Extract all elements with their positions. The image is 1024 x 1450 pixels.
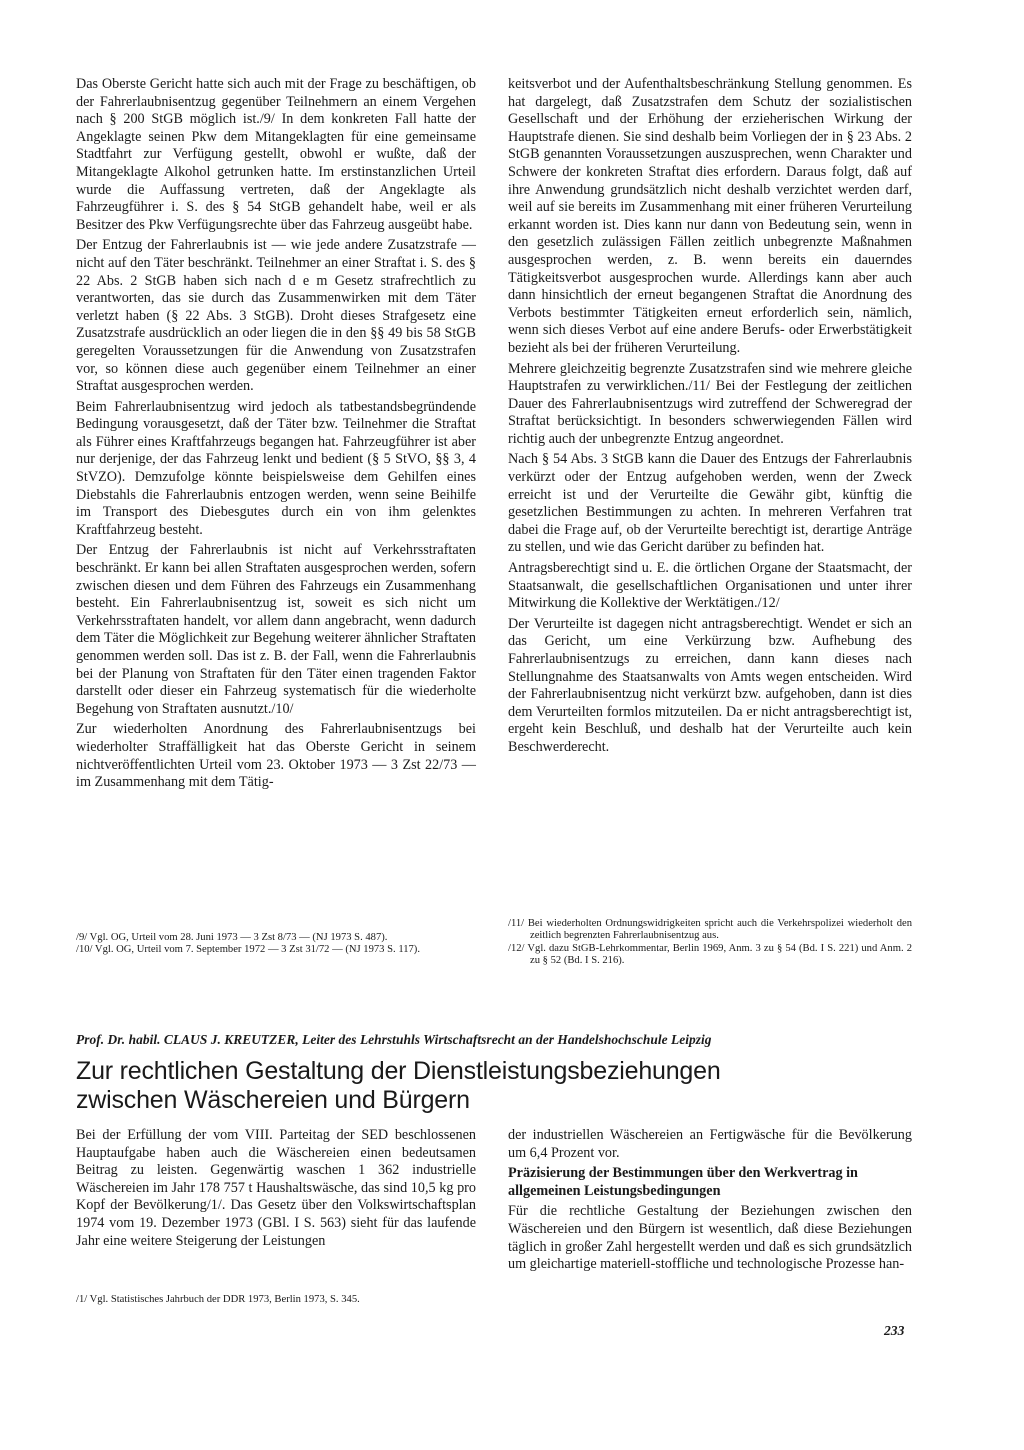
paragraph: Antragsberechtigt sind u. E. die örtlichen Organe der Staatsmacht, der Staatsanwalt, die gesellschaftlichen Organisationen und unter ihrer Mitwirkung die Kollektive der Werktätigen./12/: [508, 560, 912, 612]
footnote: /12/ Vgl. dazu StGB-Lehrkommentar, Berlin 1969, Anm. 3 zu § 54 (Bd. I S. 221) und Anm. 2 zu § 52 (Bd. I S. 216).: [508, 942, 912, 967]
footnotes-top-left: [76, 932, 476, 957]
paragraph: Nach § 54 Abs. 3 StGB kann die Dauer des Entzugs der Fahrerlaubnis verkürzt oder der Entzug aufgehoben werden, wenn der Zweck erreicht ist und der Verurteilte die Gewähr gibt, künftig die gesetzlichen Bestimmungen zu achten. In mehreren Verfahren trat dabei die Frage auf, ob der Verurteilte berechtigt ist, derartige Anträge zu stellen, und wie das Gericht darüber zu befinden hat.: [508, 451, 912, 556]
section-subheading: Präzisierung der Bestimmungen über den Werkvertrag in allgemeinen Leistungsbedingungen: [508, 1165, 858, 1199]
paragraph: Bei der Erfüllung der vom VIII. Parteitag der SED beschlossenen Hauptaufgabe haben auch die Wäschereien einen bedeutsamen Beitrag zu leisten. Gegenwärtig waschen 1 362 industrielle Wäschereien im Jahr 178 757 t Haushaltswäsche, das sind 10,5 kg pro Kopf der Bevölkerung/1/. Das Gesetz über den Volkswirtschaftsplan 1974 vom 19. Dezember 1973 (GBl. I S. 563) sieht für das laufende Jahr eine weitere Steigerung der Leistungen: [76, 1127, 476, 1249]
page-number: 233: [884, 1323, 905, 1338]
footnote: /9/ Vgl. OG, Urteil vom 28. Juni 1973 — 3 Zst 8/73 — (NJ 1973 S. 487).: [76, 932, 388, 943]
paragraph: Der Entzug der Fahrerlaubnis ist nicht auf Verkehrsstraftaten beschränkt. Er kann bei allen Straftaten ausgesprochen werden, sofern zwischen diesen und dem Führen des Fahrzeugs ein Zusammenhang besteht. Ein Fahrerlaubnisentzug ist, soweit es sich nicht um Verkehrsstraftaten handelt, vor allem dann angebracht, wenn dadurch dem Täter die Möglichkeit zur Begehung weiterer ähnlicher Straftaten genommen werden soll. Das ist z. B. der Fall, wenn die Fahrerlaubnis bei der Planung von Straftaten für den Täter einen tragenden Faktor darstellt oder dieser ein Fahrzeug systematisch für die wiederholte Begehung von Straftaten ausnutzt./10/: [76, 542, 476, 717]
column-top-right: [508, 76, 912, 760]
paragraph: keitsverbot und der Aufenthaltsbeschränkung Stellung genommen. Es hat dargelegt, daß Zusatzstrafen dem Schutz der sozialistischen Gesellschaft und der Erhöhung der erzieherischen Wirkung der Hauptstrafe dienen. Sie sind deshalb beim Vorliegen der in § 23 Abs. 2 StGB genannten Voraussetzungen auszusprechen, wenn Charakter und Schwere der konkreten Straftat dies erfordern. Daraus folgt, daß auf ihre Anwendung grundsätzlich nicht deshalb verzichtet werden darf, weil auf sie bereits im Zusammenhang mit einer früheren Verurteilung erkannt worden ist. Dies kann nur dann von Bedeutung sein, wenn in den gesetzlich zulässigen Fällen zeitlich unbegrenzte Maßnahmen ausgesprochen werden, z. B. wenn bereits ein dauerndes Tätigkeitsverbot ausgesprochen wurde. Allerdings kann aber auch dann hinsichtlich der erneut begangenen Straftat die Anordnung des Verbots bestimmter Tätigkeiten erneut erforderlich sein, nämlich, wenn sich dieses Verbot auf eine andere Berufs- oder Erwerbstätigkeit bezieht als bei der früheren Verurteilung.: [508, 76, 912, 356]
paragraph: der industriellen Wäschereien an Fertigwäsche für die Bevölkerung um 6,4 Prozent vor.: [508, 1127, 912, 1161]
column-top-left: [76, 76, 476, 795]
paragraph: Zur wiederholten Anordnung des Fahrerlaubnisentzugs bei wiederholter Straffälligkeit hat das Oberste Gericht in seinem nichtveröffentlichten Urteil vom 23. Oktober 1973 — 3 Zst 22/73 — im Zusammenhang mit dem Tätig-: [76, 721, 476, 791]
paragraph: Der Verurteilte ist dagegen nicht antragsberechtigt. Wendet er sich an das Gericht, um eine Verkürzung bzw. Aufhebung des Fahrerlaubnisentzugs zu erreichen, dann kann dieses nach Stellungnahme des Staatsanwalts von Amts wegen entscheiden. Wird der Fahrerlaubnisentzug nicht verkürzt bzw. aufgehoben, dann ist dies dem Verurteilten formlos mitzuteilen. Da er nicht antragsberechtigt ist, ergeht kein Beschluß, und deshalb hat der Verurteilte auch kein Beschwerderecht.: [508, 615, 912, 755]
article-author-line: Prof. Dr. habil. CLAUS J. KREUTZER, Leiter des Lehrstuhls Wirtschaftsrecht an der Handelshochschule Leipzig: [76, 1032, 712, 1047]
footnote: /10/ Vgl. OG, Urteil vom 7. September 1972 — 3 Zst 31/72 — (NJ 1973 S. 117).: [76, 944, 420, 956]
article-title-line-1: Zur rechtlichen Gestaltung der Dienstleistungsbeziehungen: [76, 1057, 721, 1085]
paragraph: Beim Fahrerlaubnisentzug wird jedoch als tatbestandsbegründende Bedingung vorausgesetzt, daß der Täter bzw. Teilnehmer die Straftat als Führer eines Kraftfahrzeugs begangen hat. Fahrzeugführer ist aber nur derjenige, der das Fahrzeug lenkt und bedient (§ 5 StVO, §§ 3, 4 StVZO). Demzufolge könnte beispielsweise dem Gehilfen eines Diebstahls die Fahrerlaubnis entzogen werden, wenn seine Beihilfe im Transport des Diebesgutes durch ein von ihm gelenktes Kraftfahrzeug besteht.: [76, 398, 476, 538]
footnotes-bottom-left: [76, 1294, 476, 1306]
footnotes-top-right: [508, 918, 912, 968]
article-title: [76, 1057, 912, 1115]
column-bottom-right: [508, 1127, 912, 1277]
column-bottom-left: [76, 1127, 476, 1253]
paragraph: Mehrere gleichzeitig begrenzte Zusatzstrafen sind wie mehrere gleiche Hauptstrafen zu verwirklichen./11/ Bei der Festlegung der zeitlichen Dauer des Fahrerlaubnisentzugs wird zutreffend der Schweregrad der Straftat berücksichtigt. In besonders schwerwiegenden Fällen wird richtig auch der unbegrenzte Entzug angeordnet.: [508, 360, 912, 447]
paragraph: Der Entzug der Fahrerlaubnis ist — wie jede andere Zusatzstrafe — nicht auf den Täter beschränkt. Teilnehmer an einer Straftat i. S. des § 22 Abs. 2 StGB haben sich nach d e m Gesetz strafrechtlich zu verantworten, das sie durch das Zusammenwirken mit dem Täter verletzt haben (§ 22 Abs. 3 StGB). Droht dieses Strafgesetz eine Zusatzstrafe ausdrücklich an oder liegen die in den §§ 49 bis 58 StGB geregelten Voraussetzungen für die Anwendung von Zusatzstrafen vor, so können diese auch gegenüber einem Teilnehmer an einer Straftat ausgesprochen werden.: [76, 237, 476, 395]
article-title-line-2: zwischen Wäschereien und Bürgern: [76, 1086, 470, 1114]
paragraph: Das Oberste Gericht hatte sich auch mit der Frage zu beschäftigen, ob der Fahrerlaubnisentzug gegenüber Teilnehmern an einem Vergehen nach § 200 StGB möglich ist./9/ In dem konkreten Fall hatte der Angeklagte seinen Pkw dem Mitangeklagten für eine gemeinsame Stadtfahrt zur Verfügung gestellt, obwohl er wußte, daß der Mitangeklagte Alkohol getrunken hatte. Im erstinstanzlichen Urteil wurde die Auffassung vertreten, daß der Angeklagte als Fahrzeugführer i. S. des § 54 StGB gehandelt habe, weil er als Besitzer des Pkw Verfügungsrechte über das Fahrzeug ausgeübt habe.: [76, 76, 476, 233]
footnote: /1/ Vgl. Statistisches Jahrbuch der DDR 1973, Berlin 1973, S. 345.: [76, 1294, 360, 1305]
footnote: /11/ Bei wiederholten Ordnungswidrigkeiten spricht auch die Verkehrspolizei wiederholt den zeitlich begrenzten Fahrerlaubnisentzug aus.: [508, 918, 912, 942]
paragraph: Für die rechtliche Gestaltung der Beziehungen zwischen den Wäschereien und den Bürgern ist wesentlich, daß diese Beziehungen täglich in großer Zahl hergestellt werden und daß es sich grundsätzlich um gleichartige materiell-stoffliche und technologische Prozesse han-: [508, 1203, 912, 1273]
